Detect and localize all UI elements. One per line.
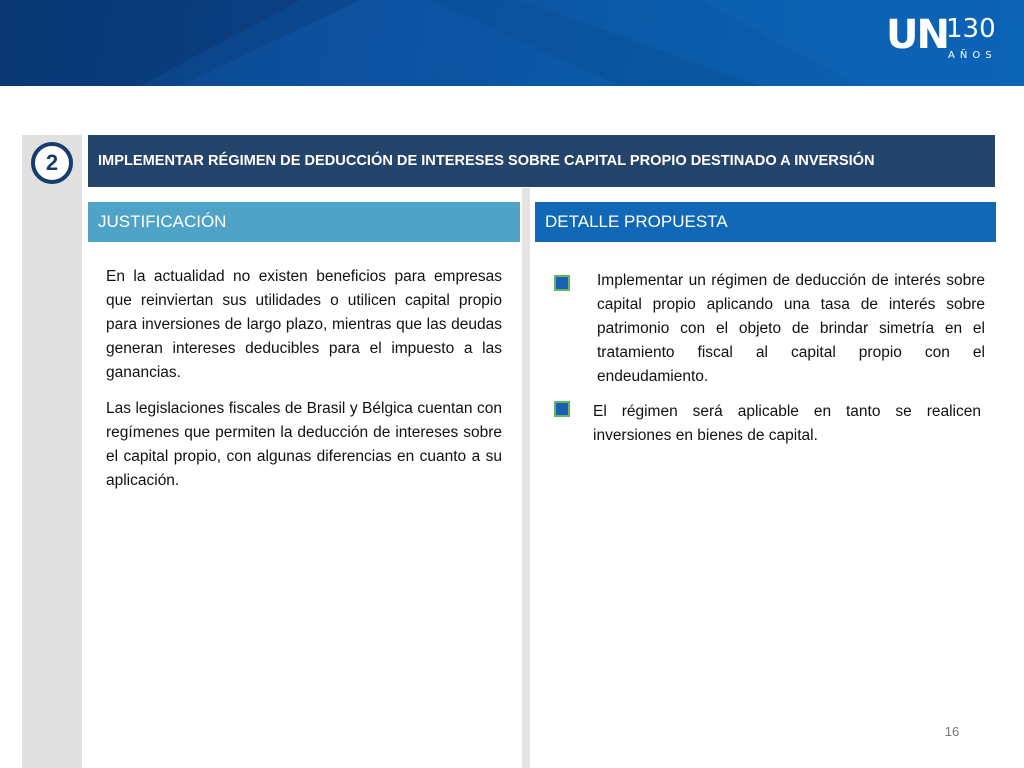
propuesta-heading: DETALLE PROPUESTA [535,202,996,242]
square-bullet-icon [554,401,570,417]
justificacion-heading: JUSTIFICACIÓN [88,202,520,242]
header-banner [0,0,1024,86]
justificacion-paragraph: Las legislaciones fiscales de Brasil y Bélgica cuentan con regímenes que permiten la deducción de intereses sobre el capital propio, con algunas diferencias en cuanto a su aplicación. [106,400,502,489]
page-number: 16 [944,724,960,739]
left-side-strip [22,135,82,768]
logo-mark: UN [886,12,948,58]
column-divider [522,188,530,768]
banner-waves-decoration [0,0,1024,86]
justificacion-body [106,265,502,505]
propuesta-item: El régimen será aplicable en tanto se realicen inversiones en bienes de capital. [593,403,981,444]
propuesta-item: Implementar un régimen de deducción de interés sobre capital propio aplicando una tasa de interés sobre patrimonio con el objeto de brindar simetría en el tratamiento fiscal al capital propio con el endeudamiento. [597,272,985,385]
logo-number: 130 [946,14,996,44]
slide-number-badge: 2 [31,142,73,184]
slide-title: IMPLEMENTAR RÉGIMEN DE DEDUCCIÓN DE INTERESES SOBRE CAPITAL PROPIO DESTINADO A INVERSIÓN [88,135,995,187]
justificacion-paragraph: En la actualidad no existen beneficios para empresas que reinviertan sus utilidades o utilicen capital propio para inversiones de largo plazo, mientras que las deudas generan intereses deducibles para el impuesto a las ganancias. [106,268,502,381]
square-bullet-icon [554,275,570,291]
logo-subtitle: AÑOS [948,50,997,61]
university-logo [886,10,998,70]
